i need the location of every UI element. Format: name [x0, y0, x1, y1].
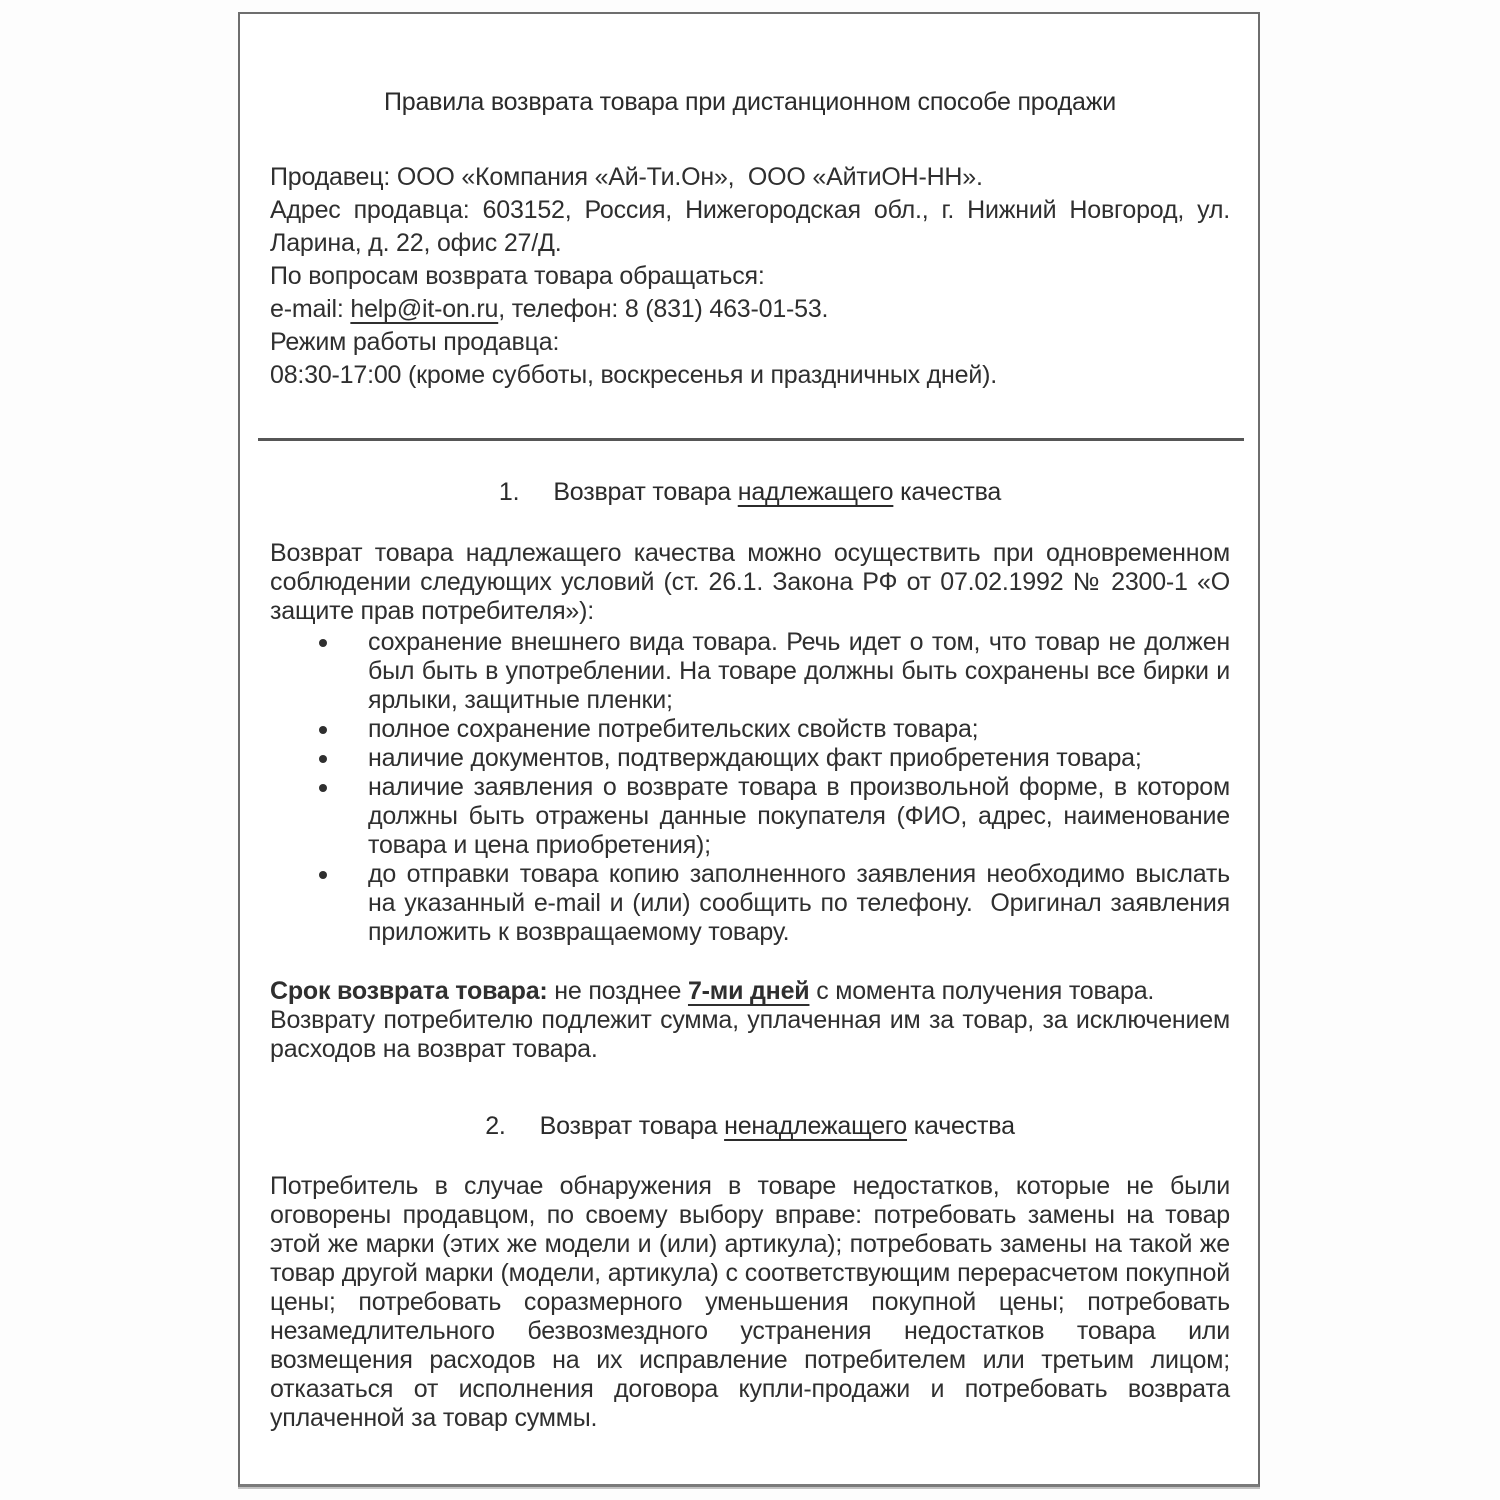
list-item: [270, 773, 1230, 860]
term-post-text: с момента получения товара.: [809, 977, 1155, 1005]
list-item-text: наличие документов, подтверждающих факт приобретения товара;: [368, 744, 1142, 772]
section-2-heading: [270, 1110, 1230, 1143]
section-2-heading-underlined-word: ненадлежащего: [724, 1112, 908, 1140]
section-2-heading-post: качества: [907, 1112, 1015, 1140]
section-1-heading-underlined-word: надлежащего: [737, 478, 894, 506]
seller-info: [270, 161, 1230, 392]
email-link[interactable]: help@it-on.ru: [350, 295, 499, 323]
contact-intro-line: По вопросам возврата товара обращаться:: [270, 262, 765, 290]
section-1-intro: Возврат товара надлежащего качества можно осуществить при одновременном соблюдении следующих условий (ст. 26.1. Закона РФ от 07.02.1992 № 2300-1 «О защите прав потребителя»):: [270, 539, 1230, 625]
section-2-body: Потребитель в случае обнаружения в товаре недостатков, которые не были оговорены продавцом, по своему выбору вправе: потребовать замены на товар этой же марки (этих же модели и (или) артикула); потребовать замены на такой же товар другой марки (модели, артикула) с соответствующим перерасчетом покупной цены; потребовать соразмерного уменьшения покупной цены; потребовать незамедлительного безвозмездного устранения недостатков товара или возмещения расходов на их исправление потребителем или третьим лицом; отказаться от исполнения договора купли-продажи и потребовать возврата уплаченной за товар суммы.: [270, 1172, 1230, 1432]
section-1-heading-pre: Возврат товара: [553, 478, 738, 506]
bullet-icon: [319, 784, 327, 792]
list-item-text: сохранение внешнего вида товара. Речь идет о том, что товар не должен был быть в употреблении. На товаре должны быть сохранены все бирки и ярлыки, защитные пленки;: [368, 628, 1230, 714]
refund-note: Возврату потребителю подлежит сумма, уплаченная им за товар, за исключением расходов на возврат товара.: [270, 1006, 1230, 1063]
return-term-line: [270, 977, 1230, 1006]
bullet-icon: [319, 639, 327, 647]
return-term-block: [270, 977, 1230, 1064]
bullet-icon: [319, 755, 327, 763]
term-label: Срок возврата товара:: [270, 977, 548, 1005]
email-label: e-mail:: [270, 295, 351, 323]
bullet-icon: [319, 726, 327, 734]
list-item-text: наличие заявления о возврате товара в произвольной форме, в котором должны быть отражены данные покупателя (ФИО, адрес, наименование товара и цена приобретения);: [368, 773, 1230, 859]
phone-text: , телефон: 8 (831) 463-01-53.: [498, 295, 829, 323]
section-1-heading: [270, 476, 1230, 509]
seller-company-line: Продавец: ООО «Компания «Ай-Ти.Он», ООО «АйтиОН-НН».: [270, 163, 983, 191]
section-1-heading-post: качества: [893, 478, 1002, 506]
section-2-heading-pre: Возврат товара: [539, 1112, 725, 1140]
list-item: [270, 628, 1230, 715]
document-title: Правила возврата товара при дистанционном способе продажи: [383, 88, 1117, 116]
seller-address-line: Адрес продавца: 603152, Россия, Нижегородская обл., г. Нижний Новгород, ул. Ларина, д. 22, офис 27/Д.: [270, 196, 1230, 257]
list-item: [270, 744, 1230, 773]
section-divider: [258, 438, 1244, 441]
conditions-list: [270, 628, 1230, 947]
list-item: [270, 860, 1230, 947]
schedule-value-line: 08:30-17:00 (кроме субботы, воскресенья и праздничных дней).: [270, 361, 997, 389]
list-item-text: до отправки товара копию заполненного заявления необходимо выслать на указанный e-mail и (или) сообщить по телефону. Оригинал заявления приложить к возвращаемому товару.: [368, 860, 1230, 946]
document-page: [238, 12, 1260, 1487]
bullet-icon: [319, 871, 327, 879]
section-2-number: 2.: [485, 1112, 506, 1140]
schedule-label-line: Режим работы продавца:: [270, 328, 560, 356]
contact-email-line: [270, 293, 1230, 326]
section-1-number: 1.: [498, 478, 520, 506]
list-item: [270, 715, 1230, 744]
list-item-text: полное сохранение потребительских свойств товара;: [368, 715, 979, 743]
term-mid-text: не позднее: [547, 977, 688, 1005]
term-deadline: 7-ми дней: [687, 977, 810, 1005]
